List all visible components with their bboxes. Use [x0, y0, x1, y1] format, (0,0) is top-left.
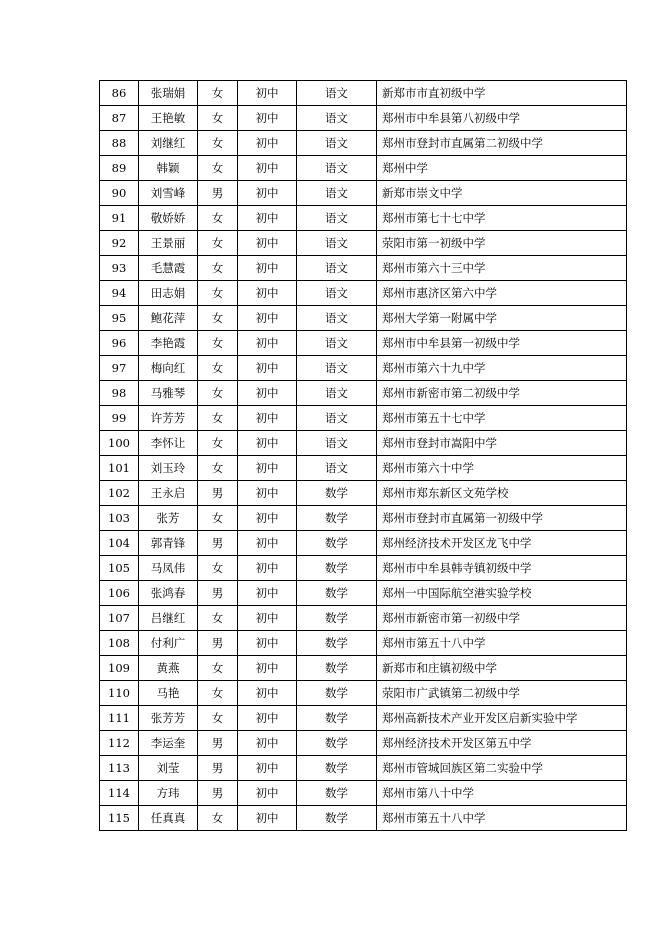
table-row: [100, 756, 627, 781]
school-name: 郑州市郑东新区文苑学校: [377, 481, 627, 506]
row-number: 113: [100, 756, 139, 781]
teacher-gender: 女: [198, 456, 238, 481]
teacher-name: 田志娟: [139, 281, 198, 306]
teacher-gender: 女: [198, 381, 238, 406]
school-level: 初中: [238, 531, 297, 556]
teacher-name: 王艳敏: [139, 106, 198, 131]
teaching-subject: 语文: [297, 331, 377, 356]
school-level: 初中: [238, 706, 297, 731]
teaching-subject: 数学: [297, 756, 377, 781]
teacher-name: 黄燕: [139, 656, 198, 681]
school-name: 新郑市市直初级中学: [377, 81, 627, 106]
table-row: [100, 181, 627, 206]
teaching-subject: 语文: [297, 131, 377, 156]
teaching-subject: 语文: [297, 431, 377, 456]
table-row: [100, 581, 627, 606]
teacher-name: 刘继红: [139, 131, 198, 156]
row-number: 104: [100, 531, 139, 556]
row-number: 95: [100, 306, 139, 331]
row-number: 90: [100, 181, 139, 206]
table-row: [100, 256, 627, 281]
row-number: 89: [100, 156, 139, 181]
school-level: 初中: [238, 381, 297, 406]
table-row: [100, 531, 627, 556]
school-level: 初中: [238, 356, 297, 381]
teacher-name: 任真真: [139, 806, 198, 831]
teacher-name: 梅向红: [139, 356, 198, 381]
school-name: 郑州市第六十中学: [377, 456, 627, 481]
school-name: 新郑市崇文中学: [377, 181, 627, 206]
table-row: [100, 231, 627, 256]
school-name: 郑州市第五十七中学: [377, 406, 627, 431]
school-name: 郑州市第八十中学: [377, 781, 627, 806]
school-level: 初中: [238, 581, 297, 606]
teacher-gender: 男: [198, 731, 238, 756]
school-level: 初中: [238, 431, 297, 456]
teaching-subject: 数学: [297, 731, 377, 756]
row-number: 92: [100, 231, 139, 256]
teacher-gender: 男: [198, 181, 238, 206]
school-level: 初中: [238, 81, 297, 106]
teacher-name: 韩颖: [139, 156, 198, 181]
teacher-name: 刘莹: [139, 756, 198, 781]
teaching-subject: 数学: [297, 556, 377, 581]
teacher-gender: 女: [198, 681, 238, 706]
school-level: 初中: [238, 631, 297, 656]
teacher-name: 马雅琴: [139, 381, 198, 406]
row-number: 112: [100, 731, 139, 756]
row-number: 107: [100, 606, 139, 631]
teaching-subject: 数学: [297, 606, 377, 631]
school-name: 郑州经济技术开发区第五中学: [377, 731, 627, 756]
teacher-name: 刘雪峰: [139, 181, 198, 206]
teaching-subject: 语文: [297, 406, 377, 431]
teacher-name: 许芳芳: [139, 406, 198, 431]
teacher-gender: 女: [198, 231, 238, 256]
school-level: 初中: [238, 306, 297, 331]
school-level: 初中: [238, 106, 297, 131]
teaching-subject: 语文: [297, 231, 377, 256]
table-row: [100, 606, 627, 631]
teacher-gender: 男: [198, 781, 238, 806]
school-level: 初中: [238, 206, 297, 231]
school-level: 初中: [238, 131, 297, 156]
teacher-gender: 女: [198, 131, 238, 156]
roster-body: [100, 81, 627, 831]
school-level: 初中: [238, 456, 297, 481]
teacher-gender: 女: [198, 606, 238, 631]
school-name: 郑州高新技术产业开发区启新实验中学: [377, 706, 627, 731]
teacher-gender: 女: [198, 506, 238, 531]
table-row: [100, 156, 627, 181]
school-name: 郑州市中牟县第一初级中学: [377, 331, 627, 356]
teaching-subject: 语文: [297, 456, 377, 481]
teacher-name: 马艳: [139, 681, 198, 706]
teacher-name: 李艳霞: [139, 331, 198, 356]
teacher-name: 张芳: [139, 506, 198, 531]
table-row: [100, 631, 627, 656]
teacher-name: 毛慧霞: [139, 256, 198, 281]
teacher-name: 李运奎: [139, 731, 198, 756]
table-row: [100, 706, 627, 731]
table-row: [100, 206, 627, 231]
table-row: [100, 131, 627, 156]
teaching-subject: 数学: [297, 681, 377, 706]
teacher-name: 马凤伟: [139, 556, 198, 581]
row-number: 110: [100, 681, 139, 706]
school-level: 初中: [238, 656, 297, 681]
school-level: 初中: [238, 781, 297, 806]
teaching-subject: 语文: [297, 356, 377, 381]
teacher-name: 张鸿春: [139, 581, 198, 606]
teacher-gender: 女: [198, 431, 238, 456]
teacher-name: 敬娇娇: [139, 206, 198, 231]
teacher-gender: 女: [198, 656, 238, 681]
table-row: [100, 731, 627, 756]
row-number: 93: [100, 256, 139, 281]
row-number: 98: [100, 381, 139, 406]
school-name: 郑州市新密市第二初级中学: [377, 381, 627, 406]
school-name: 郑州经济技术开发区龙飞中学: [377, 531, 627, 556]
teacher-gender: 男: [198, 756, 238, 781]
teacher-name: 付利广: [139, 631, 198, 656]
row-number: 114: [100, 781, 139, 806]
teaching-subject: 数学: [297, 806, 377, 831]
teacher-roster-table: [99, 80, 627, 831]
school-name: 郑州市第五十八中学: [377, 631, 627, 656]
row-number: 106: [100, 581, 139, 606]
teacher-name: 王永启: [139, 481, 198, 506]
row-number: 88: [100, 131, 139, 156]
teacher-name: 吕继红: [139, 606, 198, 631]
school-level: 初中: [238, 606, 297, 631]
teacher-gender: 女: [198, 256, 238, 281]
school-name: 郑州大学第一附属中学: [377, 306, 627, 331]
table-row: [100, 306, 627, 331]
teacher-gender: 女: [198, 806, 238, 831]
row-number: 103: [100, 506, 139, 531]
school-name: 郑州市第七十七中学: [377, 206, 627, 231]
teacher-gender: 女: [198, 106, 238, 131]
school-name: 郑州市登封市嵩阳中学: [377, 431, 627, 456]
school-name: 新郑市和庄镇初级中学: [377, 656, 627, 681]
teacher-name: 张芳芳: [139, 706, 198, 731]
teacher-name: 张瑞娟: [139, 81, 198, 106]
teacher-gender: 男: [198, 481, 238, 506]
school-level: 初中: [238, 231, 297, 256]
school-name: 郑州市第六十九中学: [377, 356, 627, 381]
teacher-gender: 女: [198, 556, 238, 581]
table-row: [100, 406, 627, 431]
teaching-subject: 语文: [297, 206, 377, 231]
teaching-subject: 数学: [297, 581, 377, 606]
school-level: 初中: [238, 506, 297, 531]
school-level: 初中: [238, 681, 297, 706]
school-level: 初中: [238, 406, 297, 431]
row-number: 97: [100, 356, 139, 381]
table-row: [100, 481, 627, 506]
school-name: 郑州一中国际航空港实验学校: [377, 581, 627, 606]
teaching-subject: 数学: [297, 506, 377, 531]
table-row: [100, 431, 627, 456]
row-number: 105: [100, 556, 139, 581]
teaching-subject: 语文: [297, 106, 377, 131]
table-row: [100, 506, 627, 531]
row-number: 87: [100, 106, 139, 131]
school-name: 荥阳市广武镇第二初级中学: [377, 681, 627, 706]
teacher-name: 李怀让: [139, 431, 198, 456]
row-number: 86: [100, 81, 139, 106]
school-name: 郑州市第六十三中学: [377, 256, 627, 281]
school-level: 初中: [238, 731, 297, 756]
teaching-subject: 数学: [297, 631, 377, 656]
teacher-gender: 女: [198, 356, 238, 381]
table-row: [100, 681, 627, 706]
teacher-name: 郭青锋: [139, 531, 198, 556]
teaching-subject: 语文: [297, 381, 377, 406]
teaching-subject: 语文: [297, 256, 377, 281]
teaching-subject: 数学: [297, 531, 377, 556]
teaching-subject: 数学: [297, 656, 377, 681]
school-name: 郑州中学: [377, 156, 627, 181]
school-level: 初中: [238, 481, 297, 506]
school-level: 初中: [238, 756, 297, 781]
teaching-subject: 数学: [297, 706, 377, 731]
school-level: 初中: [238, 281, 297, 306]
school-name: 郑州市惠济区第六中学: [377, 281, 627, 306]
row-number: 111: [100, 706, 139, 731]
row-number: 115: [100, 806, 139, 831]
school-name: 荥阳市第一初级中学: [377, 231, 627, 256]
school-name: 郑州市新密市第一初级中学: [377, 606, 627, 631]
teaching-subject: 数学: [297, 481, 377, 506]
teacher-gender: 女: [198, 331, 238, 356]
row-number: 102: [100, 481, 139, 506]
teacher-gender: 女: [198, 156, 238, 181]
table-row: [100, 106, 627, 131]
row-number: 101: [100, 456, 139, 481]
table-row: [100, 81, 627, 106]
table-row: [100, 331, 627, 356]
teacher-gender: 女: [198, 306, 238, 331]
school-level: 初中: [238, 556, 297, 581]
table-row: [100, 656, 627, 681]
teacher-name: 鲍花萍: [139, 306, 198, 331]
teaching-subject: 语文: [297, 81, 377, 106]
teacher-gender: 男: [198, 531, 238, 556]
row-number: 91: [100, 206, 139, 231]
table-row: [100, 281, 627, 306]
row-number: 108: [100, 631, 139, 656]
table-row: [100, 781, 627, 806]
table-row: [100, 556, 627, 581]
teacher-name: 方玮: [139, 781, 198, 806]
school-name: 郑州市第五十八中学: [377, 806, 627, 831]
teacher-gender: 女: [198, 81, 238, 106]
row-number: 94: [100, 281, 139, 306]
teaching-subject: 语文: [297, 281, 377, 306]
school-name: 郑州市管城回族区第二实验中学: [377, 756, 627, 781]
teacher-gender: 女: [198, 706, 238, 731]
school-name: 郑州市登封市直属第一初级中学: [377, 506, 627, 531]
table-row: [100, 456, 627, 481]
teacher-gender: 女: [198, 406, 238, 431]
table-row: [100, 381, 627, 406]
teacher-name: 王景丽: [139, 231, 198, 256]
row-number: 99: [100, 406, 139, 431]
teaching-subject: 数学: [297, 781, 377, 806]
school-level: 初中: [238, 256, 297, 281]
school-level: 初中: [238, 156, 297, 181]
school-name: 郑州市中牟县第八初级中学: [377, 106, 627, 131]
school-level: 初中: [238, 331, 297, 356]
row-number: 96: [100, 331, 139, 356]
table-row: [100, 356, 627, 381]
teacher-gender: 男: [198, 631, 238, 656]
school-name: 郑州市登封市直属第二初级中学: [377, 131, 627, 156]
teacher-gender: 女: [198, 206, 238, 231]
row-number: 109: [100, 656, 139, 681]
teacher-name: 刘玉玲: [139, 456, 198, 481]
teaching-subject: 语文: [297, 181, 377, 206]
teacher-gender: 男: [198, 581, 238, 606]
table-row: [100, 806, 627, 831]
school-name: 郑州市中牟县韩寺镇初级中学: [377, 556, 627, 581]
teaching-subject: 语文: [297, 306, 377, 331]
teacher-gender: 女: [198, 281, 238, 306]
teaching-subject: 语文: [297, 156, 377, 181]
school-level: 初中: [238, 181, 297, 206]
school-level: 初中: [238, 806, 297, 831]
row-number: 100: [100, 431, 139, 456]
